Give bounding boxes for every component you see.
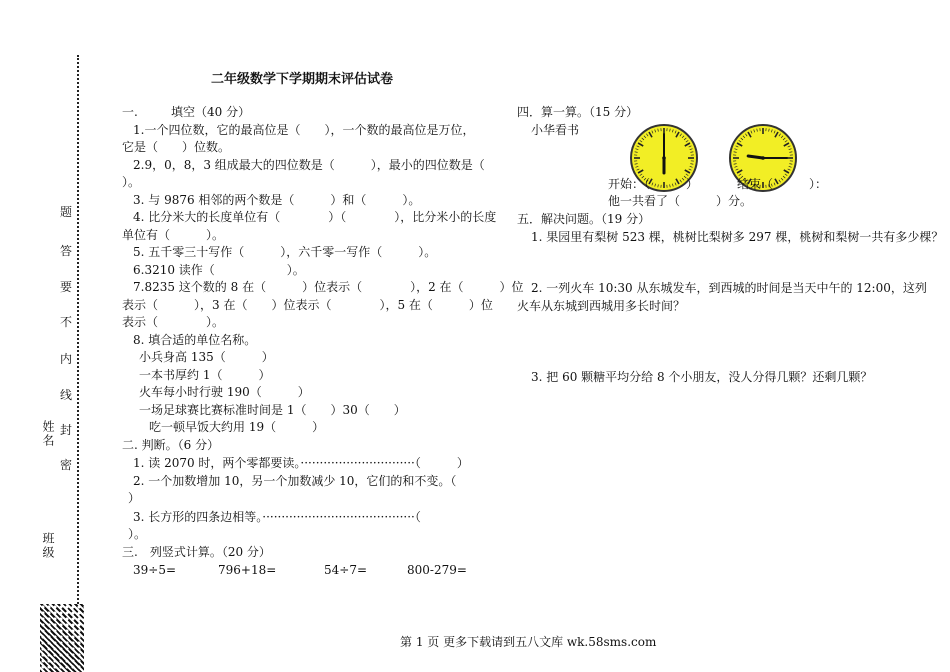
clock-tick (635, 152, 638, 153)
clock-tick (739, 140, 741, 142)
clock-tick (682, 136, 684, 138)
clock-tick (685, 143, 690, 146)
clock-tick (783, 138, 785, 140)
clock-tick (789, 152, 792, 153)
clock-tick (684, 138, 686, 140)
seal-char: 封 (60, 423, 73, 437)
class-label: 班级 (41, 532, 55, 560)
calc-item: 796+18= (218, 563, 277, 577)
seal-char: 答 (60, 244, 73, 258)
question-line: 5. 五千零三十写作（ ），六千零一写作（ ）。 (133, 245, 437, 259)
clock-tick (638, 170, 643, 173)
clock-tick (675, 131, 676, 134)
question-line: 一本书厚约 1（ ） (139, 368, 271, 382)
clock-tick (690, 164, 693, 165)
clock-tick (745, 134, 747, 136)
page-title: 二年级数学下学期期末评估试卷 (211, 72, 394, 87)
clock-tick (751, 131, 752, 134)
section4-header: 四．算一算。（15 分） (517, 105, 639, 119)
problem-3: 3. 把 60 颗糖平均分给 8 个小朋友，没人分得几颗？还剩几颗？ (531, 370, 873, 384)
question-line: 火车每小时行驶 190（ ） (139, 385, 310, 399)
question-line: 单位有（ ）。 (122, 228, 225, 242)
question-line: ） (128, 491, 141, 505)
section5-header: 五．解决问题。（19 分） (517, 212, 651, 226)
clock-tick (690, 152, 693, 153)
seal-char: 线 (60, 388, 73, 402)
clock-tick (748, 132, 751, 137)
question-line: 吃一顿早饭大约用 19（ ） (149, 420, 325, 434)
clock-tick (676, 132, 679, 137)
clock-tick (655, 129, 656, 132)
question-line: ）。 (122, 175, 141, 189)
calc-item: 39÷5= (133, 563, 177, 577)
calc-item: 54÷7= (324, 563, 368, 577)
question-line: 2.9，0，8，3 组成最大的四位数是（ ），最小的四位数是（ (133, 158, 485, 172)
clock-tick (737, 170, 742, 173)
clock-tick (789, 164, 792, 165)
clock-tick (635, 166, 638, 167)
clock-tick (785, 140, 787, 142)
clock-tick (734, 166, 737, 167)
seal-char: 题 (60, 205, 73, 219)
clock-tick (774, 131, 775, 134)
problem-2-line1: 2. 一列火车 10:30 从东城发车，到西城的时间是当天中午的 12:00，这列 (531, 281, 927, 295)
clock-tick (637, 169, 640, 170)
clock-tick (789, 149, 792, 150)
section2-header: 二. 判断。（6 分） (122, 438, 220, 452)
clock-tick (689, 146, 692, 147)
clock-tick (670, 129, 671, 132)
clock-tick (635, 164, 638, 165)
clock-tick (642, 138, 644, 140)
question-line: 2. 一个加数增加 10，另一个加数减少 10，它们的和不变。（ (133, 474, 457, 488)
question-line: 小兵身高 135（ ） (139, 350, 274, 364)
clock-tick (690, 166, 693, 167)
clock-tick (743, 136, 745, 138)
clock-tick (784, 170, 789, 173)
clock-tick (689, 169, 692, 170)
clock-tick (736, 146, 739, 147)
clock-tick (788, 146, 791, 147)
calc-item: 800-279= (407, 563, 467, 577)
seal-char: 不 (60, 315, 73, 329)
clock-tick (649, 132, 652, 137)
clock-tick (775, 132, 778, 137)
section4-subtitle: 小华看书 (531, 123, 580, 137)
clock-tick (737, 143, 742, 146)
clock-tick (646, 134, 648, 136)
clock-tick (781, 136, 783, 138)
start-label: 开始：（ ） (608, 177, 699, 191)
section3-header: 三. 列竖式计算。（20 分） (122, 545, 271, 559)
decorative-pattern (40, 604, 84, 672)
section1-header: 填空（40 分） (171, 105, 251, 119)
clock-tick (635, 149, 638, 150)
clock-tick (638, 143, 643, 146)
question-line: 3. 与 9876 相邻的两个数是（ ）和（ ）。 (133, 193, 421, 207)
clock-tick (685, 170, 690, 173)
question-line: 8. 填合适的单位名称。 (133, 333, 257, 347)
clock-tick (734, 152, 737, 153)
clock-tick (784, 143, 789, 146)
page-footer: 第 1 页 更多下载请到五八文库 wk.58sms.com (400, 635, 657, 649)
clock-tick (658, 129, 659, 132)
clock-tick (680, 134, 682, 136)
hour-hand (748, 156, 763, 158)
question-line: 1.一个四位数，它的最高位是（ ），一个数的最高位是万位， (133, 123, 475, 137)
clock-tick (788, 169, 791, 170)
clock-tick (736, 169, 739, 170)
name-label: 姓名 (41, 420, 55, 448)
clock-tick (779, 134, 781, 136)
question-line: ）。 (128, 527, 147, 541)
clock-tick (789, 166, 792, 167)
question-line: 7.8235 这个数的 8 在（ ）位表示（ ），2 在（ ）位 (133, 280, 524, 294)
clock-tick (644, 136, 646, 138)
clock-tick (741, 138, 743, 140)
problem-1: 1. 果园里有梨树 523 棵，桃树比梨树多 297 棵，桃树和梨树一共有多少棵？ (531, 230, 944, 244)
clock-tick (769, 129, 770, 132)
problem-2-line2: 火车从东城到西城用多长时间？ (517, 299, 686, 313)
question-line: 3. 长方形的四条边相等。········································（ (133, 510, 421, 524)
seal-char: 内 (60, 352, 73, 366)
end-label: 结束（ ）： (737, 177, 828, 191)
clock-tick (640, 140, 642, 142)
section1-number: 一. (122, 105, 138, 119)
clock-tick (734, 164, 737, 165)
binding-dotted-line (77, 55, 79, 672)
question-line: 表示（ ），3 在（ ）位表示（ ），5 在（ ）位 (122, 298, 493, 312)
question-line: 它是（ ）位数。 (122, 140, 231, 154)
clock-tick (734, 149, 737, 150)
question-line: 一场足球赛比赛标准时间是 1（ ）30（ ） (139, 403, 406, 417)
seal-char: 密 (60, 458, 73, 472)
clock-tick (757, 129, 758, 132)
question-line: 表示（ ）。 (122, 315, 225, 329)
seal-char: 要 (60, 280, 73, 294)
question-line: 1. 读 2070 时，两个零都要读。······························（ ） (133, 456, 469, 470)
clock-tick (652, 131, 653, 134)
clock-tick (771, 129, 772, 132)
question-line: 6.3210 读作（ ）。 (133, 263, 305, 277)
clock-tick (690, 149, 693, 150)
clock-tick (686, 140, 688, 142)
clock-tick (672, 129, 673, 132)
question-line: 4. 比分米大的长度单位有（ ）（ ），比分米小的长度 (133, 210, 497, 224)
clock-tick (754, 129, 755, 132)
clock-tick (637, 146, 640, 147)
total-label: 他一共看了（ ）分。 (608, 194, 753, 208)
